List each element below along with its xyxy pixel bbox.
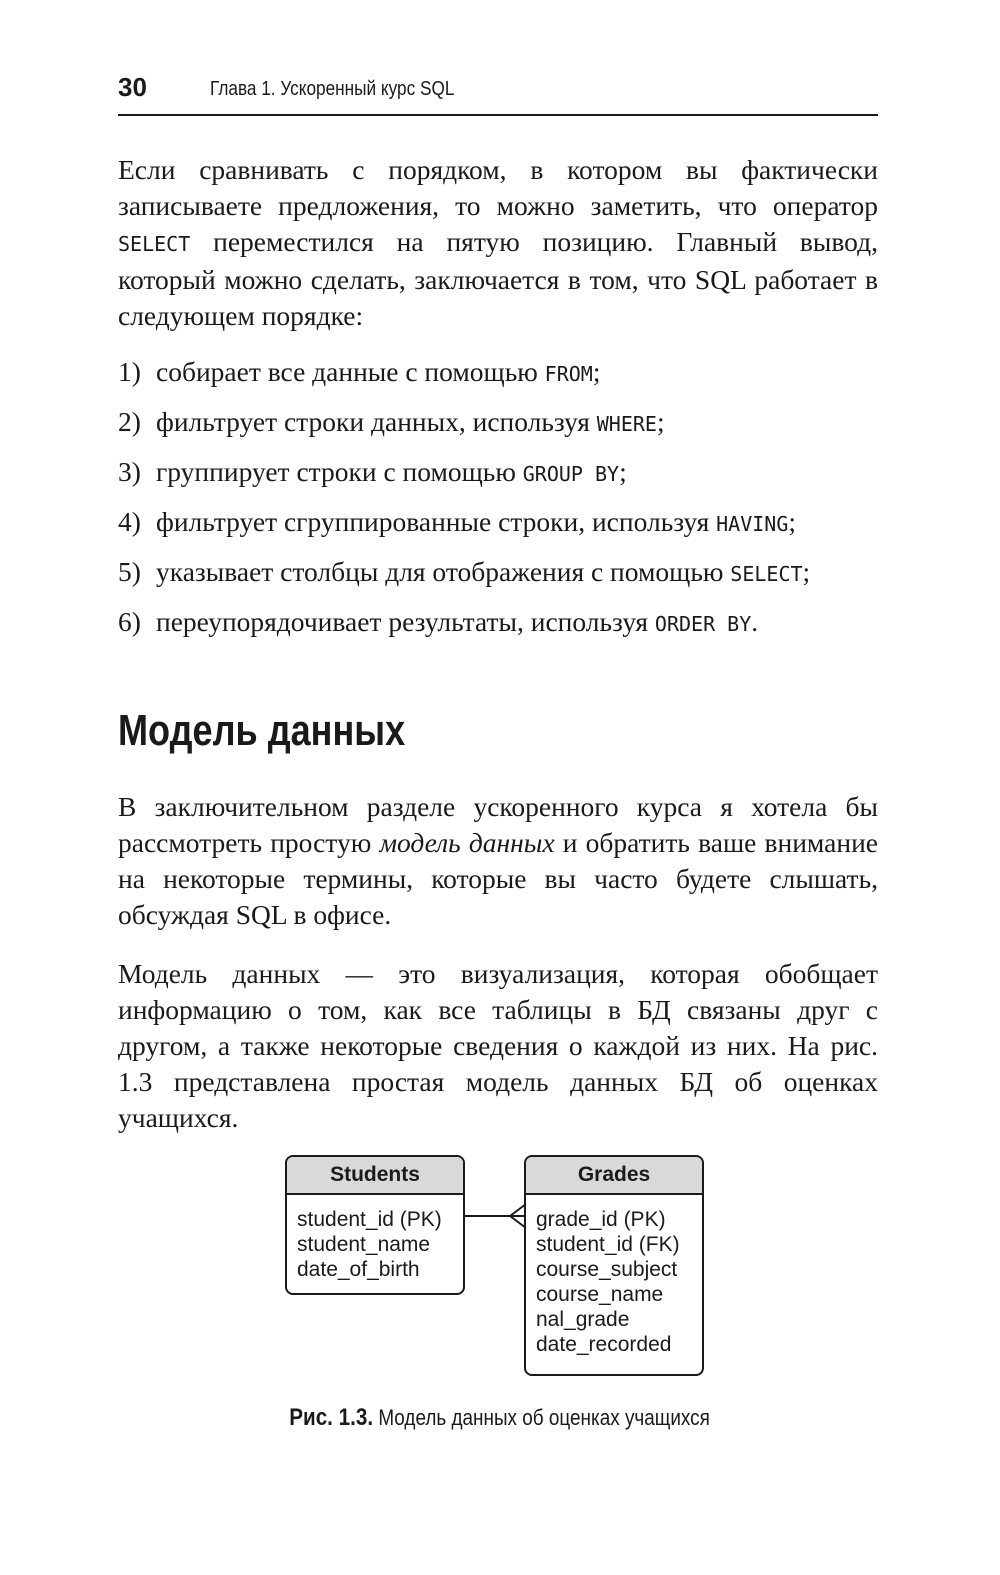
list-item-code: ORDER BY: [654, 612, 752, 636]
page-number: 30: [118, 72, 147, 102]
para1-text-before: Если сравнивать с порядком, в котором вы фактически записываете предложения, то можно заметить, что оператор: [118, 154, 878, 221]
entity-field: course_name: [536, 1283, 664, 1306]
code-select: SELECT: [118, 232, 191, 256]
list-item-punct: ;: [802, 556, 811, 587]
list-item: [118, 404, 878, 454]
entity-field: date_recorded: [536, 1333, 672, 1356]
para2-text-before: В заключительном разделе ускоренного курса я хотела бы рассмотреть простую: [118, 791, 878, 858]
list-item-text: указывает столбцы для отображения с помощью: [156, 556, 731, 587]
list-item-text: группирует строки с помощью: [156, 456, 523, 487]
list-item-code: GROUP BY: [522, 462, 620, 486]
list-item-number: 3): [118, 456, 141, 487]
entity-field: student_id (PK): [297, 1208, 442, 1231]
figure-caption-label: Рис. 1.3.: [289, 1404, 374, 1431]
execution-order-list: [118, 354, 878, 654]
grades-entity: [524, 1155, 704, 1376]
entity-field: nal_grade: [536, 1308, 630, 1331]
grades-entity-title: Grades: [526, 1157, 702, 1195]
list-item-number: 1): [118, 356, 141, 387]
list-item-code: WHERE: [596, 412, 657, 436]
list-item-text: фильтрует сгруппированные строки, используя: [156, 506, 717, 537]
figure-caption: [0, 1404, 1000, 1432]
entity-field: student_name: [297, 1233, 431, 1256]
list-item: [118, 504, 878, 554]
list-item-text: фильтрует строки данных, используя: [156, 406, 597, 437]
list-item: [118, 554, 878, 604]
students-entity-title: Students: [287, 1157, 463, 1195]
entity-field: date_of_birth: [297, 1258, 420, 1281]
entity-field: grade_id (PK): [536, 1208, 666, 1231]
students-fields: [287, 1195, 463, 1290]
figure-caption-text: Модель данных об оценках учащихся: [373, 1405, 711, 1430]
list-item-code: SELECT: [730, 562, 803, 586]
para1-text-after: переместился на пятую позицию. Главный вывод, который можно сделать, заключается в том, что SQL работает в следующем порядке:: [118, 226, 878, 331]
paragraph-data-model-definition: Модель данных — это визуализация, которая обобщает информацию о том, как все таблицы в БД связаны друг с другом, а также некоторые сведения о каждой из них. На рис. 1.3 представлена простая модель данных БД об оценках учащихся.: [118, 958, 878, 1133]
list-item-number: 2): [118, 406, 141, 437]
list-item: [118, 604, 878, 654]
list-item-code: HAVING: [716, 512, 789, 536]
entity-field: course_subject: [536, 1258, 678, 1281]
students-entity: [285, 1155, 465, 1295]
para2-emphasis: модель данных: [379, 827, 555, 858]
list-item-punct: .: [751, 606, 759, 637]
list-item: [118, 354, 878, 404]
list-item: [118, 454, 878, 504]
list-item-punct: ;: [656, 406, 665, 437]
list-item-number: 5): [118, 556, 141, 587]
list-item-punct: ;: [592, 356, 601, 387]
list-item-number: 6): [118, 606, 141, 637]
list-item-text: переупорядочивает результаты, используя: [156, 606, 655, 637]
list-item-number: 4): [118, 506, 141, 537]
list-item-punct: ;: [788, 506, 797, 537]
entity-field: student_id (FK): [536, 1233, 680, 1256]
paragraph-sql-order: [118, 152, 878, 334]
grades-fields: [526, 1195, 702, 1365]
page-header: [118, 70, 878, 116]
running-head: Глава 1. Ускоренный курс SQL: [210, 78, 455, 100]
list-item-text: собирает все данные с помощью: [156, 356, 545, 387]
data-model-diagram: [280, 1150, 710, 1382]
list-item-punct: ;: [619, 456, 627, 487]
paragraph-data-model-intro: [118, 789, 878, 933]
para2-text-after: и обратить ваше внимание на некоторые термины, которые вы часто будете слышать, обсуждая SQL в офисе.: [118, 827, 878, 930]
list-item-code: FROM: [544, 362, 593, 386]
section-title: Модель данных: [118, 706, 406, 755]
